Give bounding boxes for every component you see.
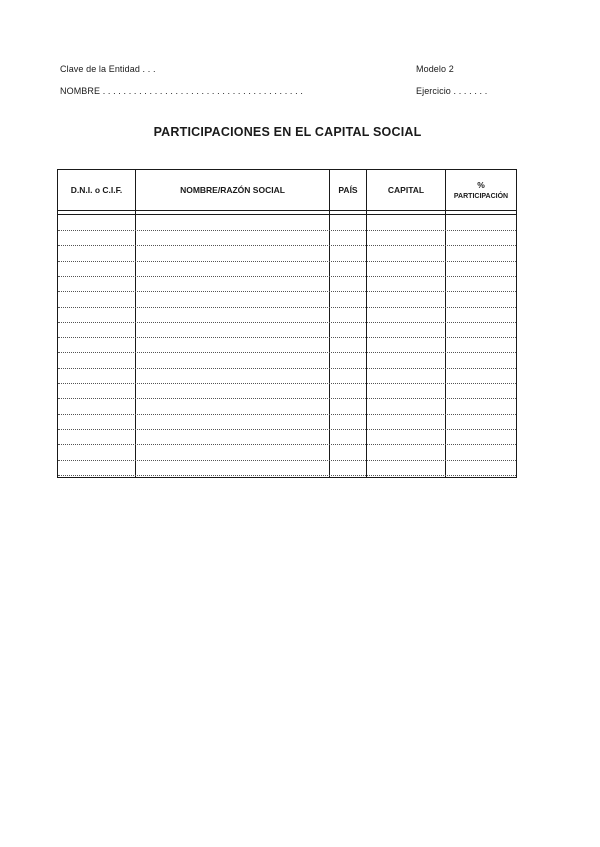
table-row — [58, 337, 516, 338]
table-row — [58, 475, 516, 476]
column-divider — [366, 170, 367, 477]
column-divider — [445, 170, 446, 477]
table-row — [58, 460, 516, 461]
participations-table — [57, 169, 517, 478]
column-header-country-label: PAÍS — [338, 185, 358, 195]
header-divider — [58, 210, 516, 215]
column-header-dni-cif-label: D.N.I. o C.I.F. — [70, 185, 123, 195]
table-row — [58, 276, 516, 277]
column-header-name-label: NOMBRE/RAZÓN SOCIAL — [180, 185, 285, 195]
table-row — [58, 322, 516, 323]
column-header-participation-label: PARTICIPACIÓN — [453, 193, 509, 200]
table-row — [58, 398, 516, 399]
table-row — [58, 383, 516, 384]
table-row — [58, 444, 516, 445]
table-row — [58, 368, 516, 369]
table-row — [58, 230, 516, 231]
column-header-percent-sign: % — [477, 180, 485, 190]
table-row — [58, 352, 516, 353]
column-divider — [329, 170, 330, 477]
table-row — [58, 414, 516, 415]
table-row — [58, 261, 516, 262]
exercise-label: Ejercicio . . . . . . . — [416, 86, 488, 96]
column-header-country — [330, 170, 366, 210]
column-divider — [135, 170, 136, 477]
table-row — [58, 245, 516, 246]
model-label: Modelo 2 — [416, 64, 454, 74]
name-label: NOMBRE . . . . . . . . . . . . . . . . . . . . . . . . . . . . . . . . . . . . . . . — [60, 86, 303, 96]
column-header-name — [136, 170, 329, 210]
column-header-capital — [367, 170, 445, 210]
entity-key-label: Clave de la Entidad . . . — [60, 64, 156, 74]
column-header-participation — [446, 170, 516, 210]
page-title: PARTICIPACIONES EN EL CAPITAL SOCIAL — [153, 125, 422, 139]
table-row — [58, 429, 516, 430]
table-row — [58, 291, 516, 292]
column-header-dni-cif — [58, 170, 135, 210]
table-row — [58, 307, 516, 308]
column-header-capital-label: CAPITAL — [387, 185, 425, 195]
